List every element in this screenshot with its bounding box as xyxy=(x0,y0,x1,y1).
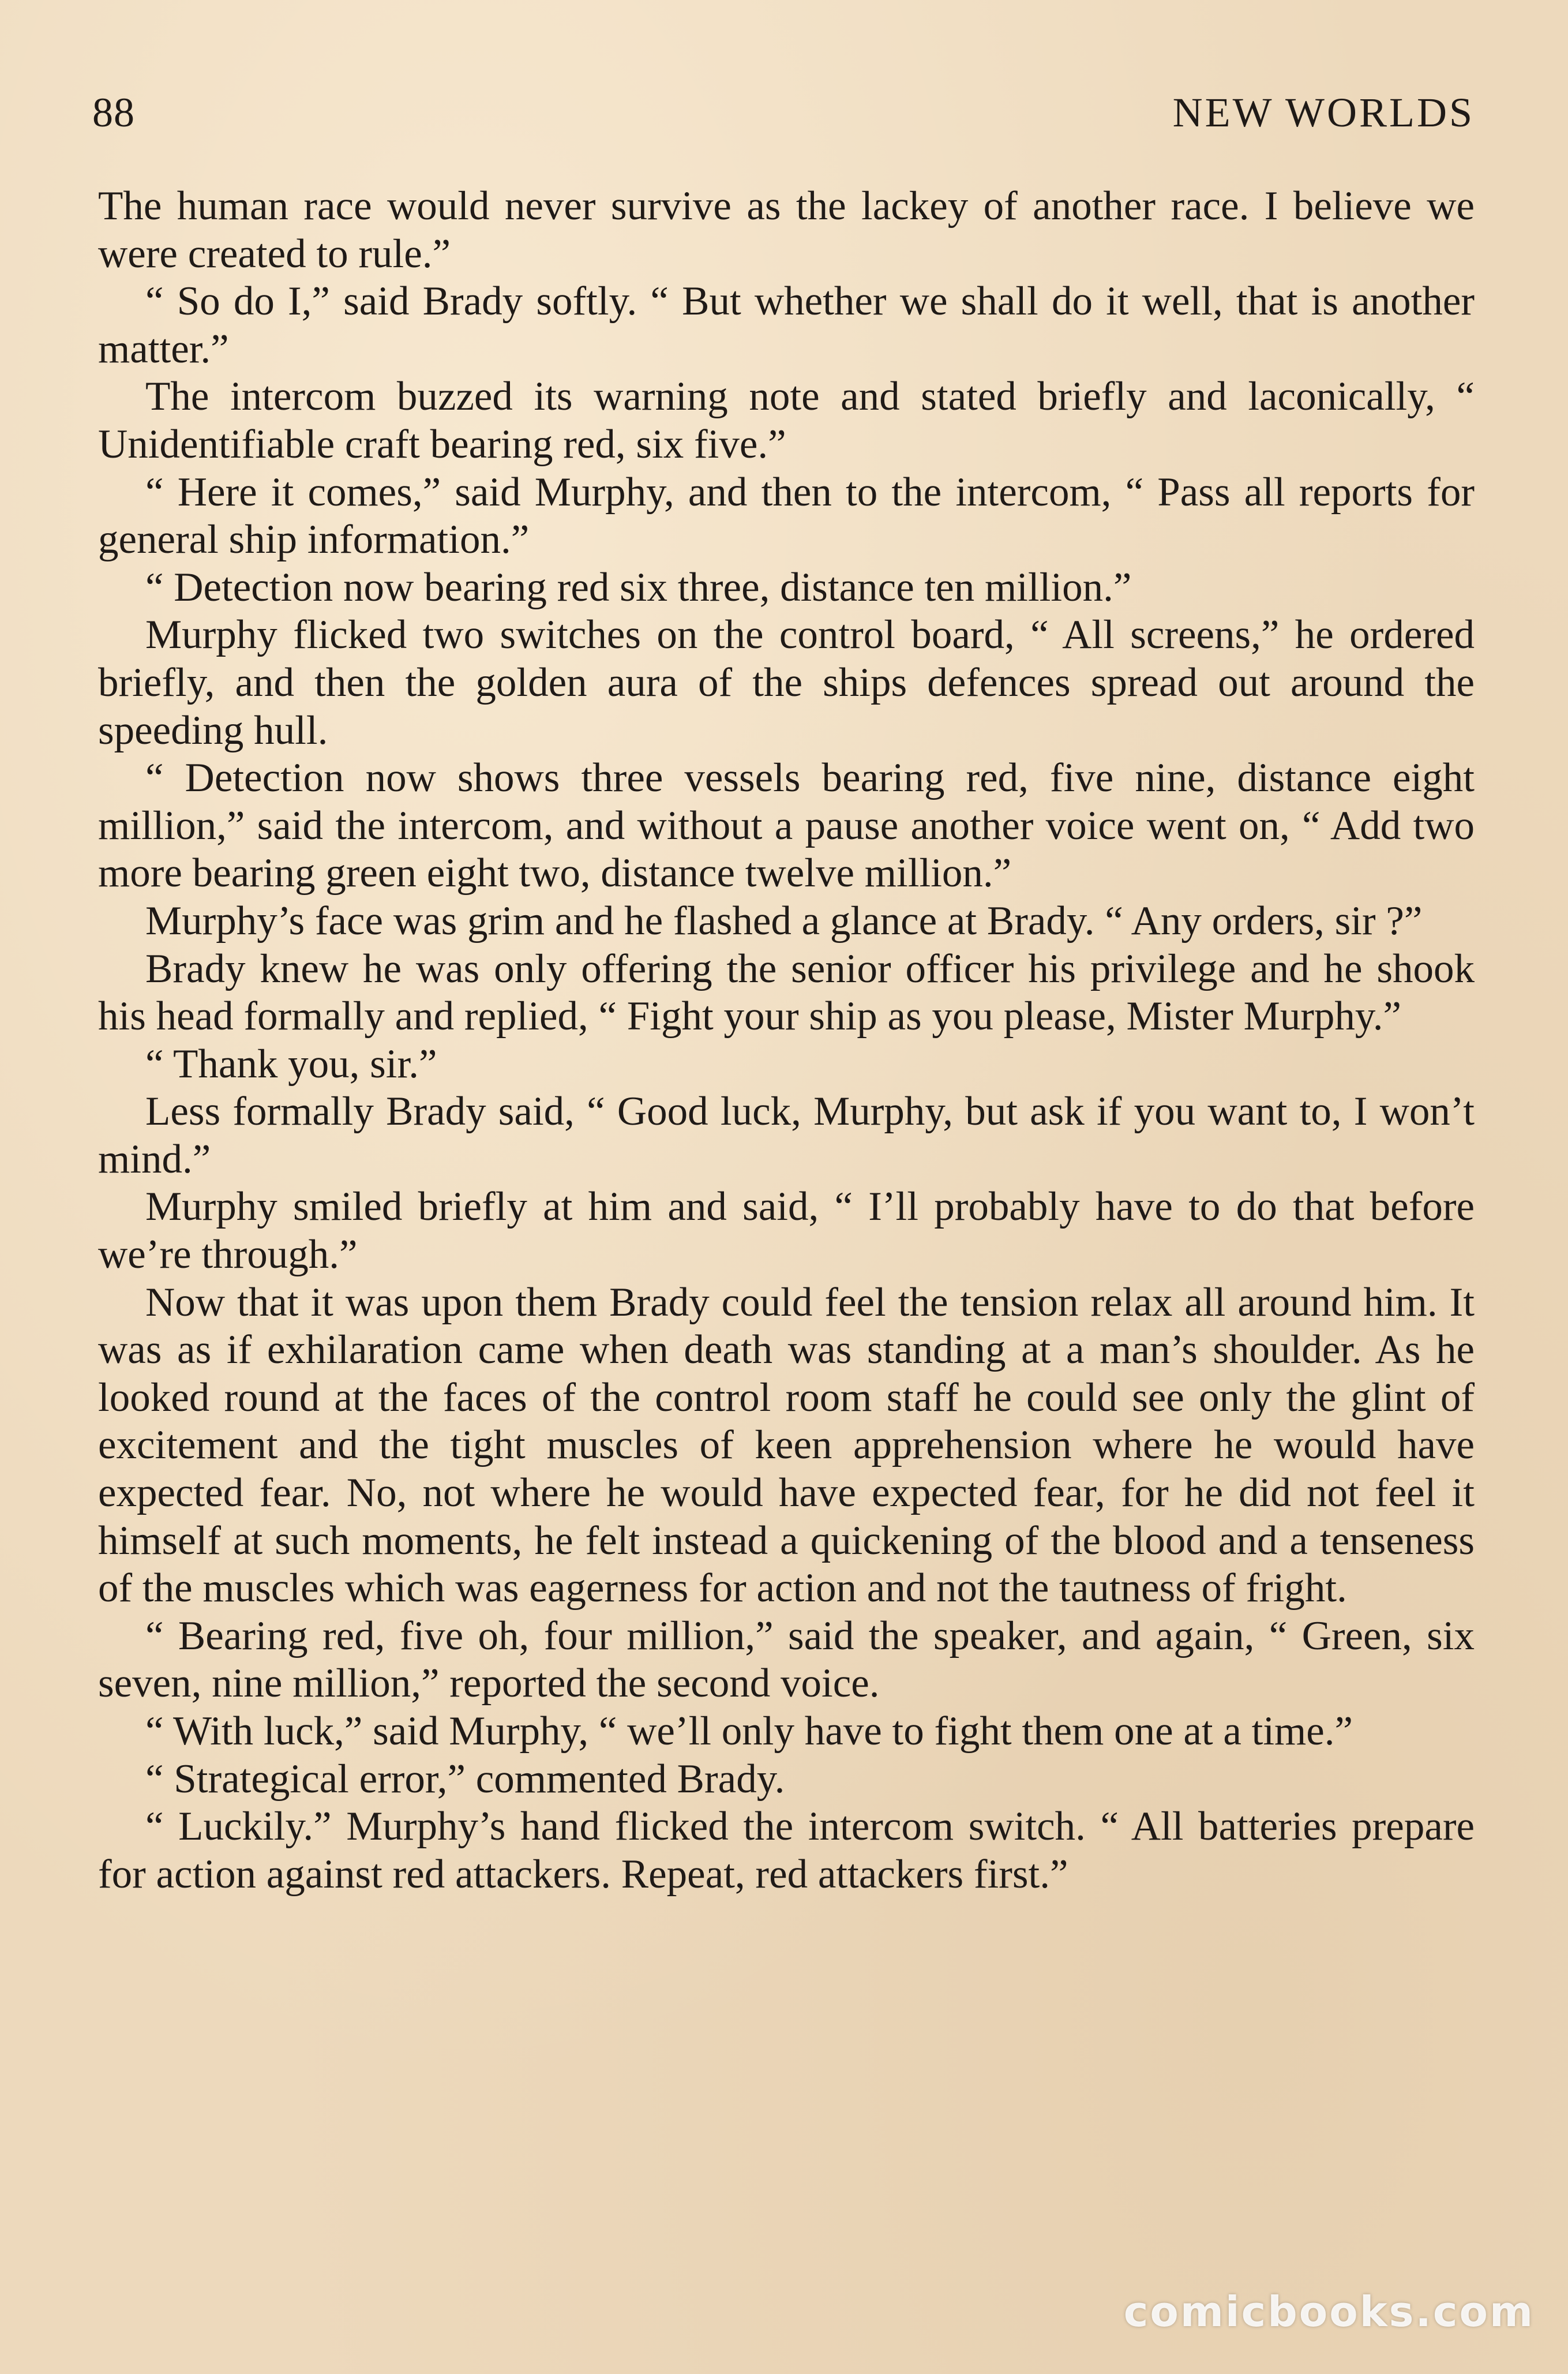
paragraph: Brady knew he was only offering the senior officer his privilege and he shook his head formally and replied, “ Fight your ship as you please, Mister Murphy.” xyxy=(98,946,1475,1039)
paragraph: “ Bearing red, five oh, four million,” said the speaker, and again, “ Green, six seven, nine million,” reported the second voice. xyxy=(98,1613,1475,1706)
paragraph: “ Detection now shows three vessels bearing red, five nine, distance eight million,” said the intercom, and without a pause another voice went on, “ Add two more bearing green eight two, distance twelve million.” xyxy=(98,755,1475,896)
page-header xyxy=(92,81,1475,144)
paragraph: Murphy smiled briefly at him and said, “ I’ll probably have to do that before we’re through.” xyxy=(98,1184,1475,1278)
running-title: NEW WORLDS xyxy=(1172,89,1475,136)
body-text xyxy=(98,182,1475,1898)
paragraph: The human race would never survive as the lackey of another race. I believe we were created to rule.” xyxy=(98,184,1475,276)
watermark: comicbooks.com xyxy=(1123,2287,1535,2336)
paragraph: “ Strategical error,” commented Brady. xyxy=(145,1756,785,1802)
paragraph: Murphy’s face was grim and he flashed a glance at Brady. “ Any orders, sir ?” xyxy=(145,898,1423,943)
paragraph: Now that it was upon them Brady could feel the tension relax all around him. It was as if exhilaration came when death was standing at a man’s shoulder. As he looked round at the faces of the control room staff he could see only the glint of excitement and the tight muscles of keen apprehension where he would have expected fear. No, not where he would have expected fear, for he did not feel it himself at such moments, he felt instead a quickening of the blood and a tenseness of the muscles which was eagerness for action and not the tautness of fright. xyxy=(98,1279,1475,1611)
paragraph: “ Here it comes,” said Murphy, and then to the intercom, “ Pass all reports for general ship information.” xyxy=(98,469,1475,563)
paragraph: “ Thank you, sir.” xyxy=(145,1041,437,1087)
paragraph: “ So do I,” said Brady softly. “ But whether we shall do it well, that is another matter.” xyxy=(98,279,1475,372)
page-number: 88 xyxy=(92,89,135,136)
paragraph: “ Luckily.” Murphy’s hand flicked the intercom switch. “ All batteries prepare for action against red attackers. Repeat, red attackers first.” xyxy=(98,1804,1475,1897)
paragraph: The intercom buzzed its warning note and stated briefly and laconically, “ Unidentifiable craft bearing red, six five.” xyxy=(98,374,1475,467)
paragraph: “ Detection now bearing red six three, distance ten million.” xyxy=(145,564,1132,610)
paragraph: Less formally Brady said, “ Good luck, Murphy, but ask if you want to, I won’t mind.” xyxy=(98,1089,1475,1182)
paragraph: Murphy flicked two switches on the control board, “ All screens,” he ordered briefly, and then the golden aura of the ships defences spread out around the speeding hull. xyxy=(98,612,1475,753)
paragraph: “ With luck,” said Murphy, “ we’ll only have to fight them one at a time.” xyxy=(145,1709,1353,1754)
